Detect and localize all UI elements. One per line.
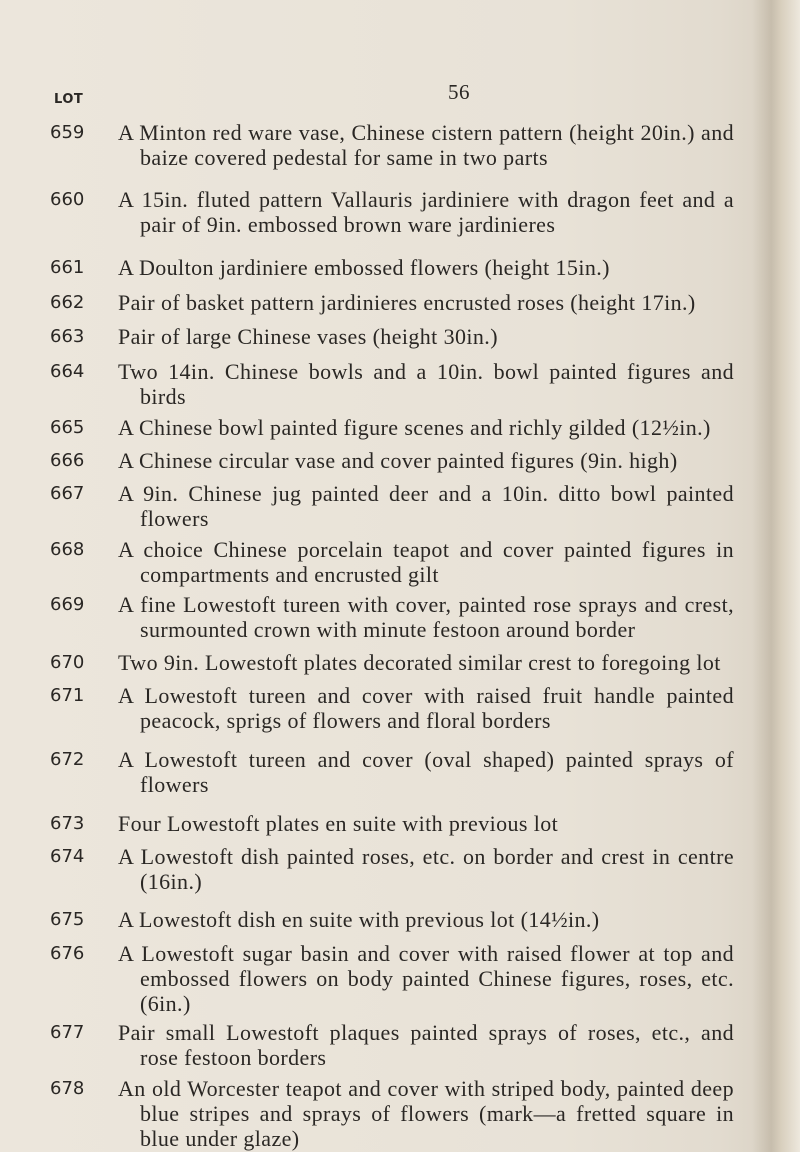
lot-description: Two 14in. Chinese bowls and a 10in. bowl painted figures and birds — [118, 359, 734, 410]
lot-description: A Lowestoft sugar basin and cover with raised flower at top and embossed flowers on body painted Chinese figures, roses, etc. (6in.) — [118, 940, 734, 1016]
lot-number: 674 — [50, 846, 85, 868]
lot-number: 664 — [50, 361, 85, 383]
lot-description: An old Worcester teapot and cover with striped body, painted deep blue stripes and sprays of flowers (mark—a fretted square in blue under glaze) — [118, 1076, 734, 1152]
lot-description: A Lowestoft dish en suite with previous lot (14½in.) — [118, 907, 600, 933]
lot-description: A Lowestoft dish painted roses, etc. on border and crest in centre (16in.) — [118, 844, 734, 895]
lot-number: 668 — [50, 538, 85, 560]
lot-description: A Lowestoft tureen and cover with raised fruit handle painted peacock, sprigs of flowers and floral borders — [118, 682, 734, 733]
lot-description: Pair of large Chinese vases (height 30in.) — [118, 324, 498, 350]
page-edge-shadow — [752, 0, 800, 1152]
lot-description: Pair of basket pattern jardinieres encrusted roses (height 17in.) — [118, 289, 696, 315]
lot-description: Pair small Lowestoft plaques painted sprays of roses, etc., and rose festoon borders — [118, 1020, 734, 1071]
lot-number: 670 — [50, 652, 85, 674]
lot-description: A 15in. fluted pattern Vallauris jardiniere with dragon feet and a pair of 9in. embossed brown ware jardinieres — [118, 187, 734, 238]
lot-description: Two 9in. Lowestoft plates decorated similar crest to foregoing lot — [118, 650, 721, 676]
lot-number: 675 — [50, 909, 85, 931]
lot-number: 678 — [50, 1078, 85, 1100]
lot-number: 672 — [50, 749, 85, 771]
lot-number: 662 — [50, 291, 85, 313]
lot-number: 673 — [50, 813, 85, 835]
lot-number: 660 — [50, 189, 85, 211]
lot-description: A 9in. Chinese jug painted deer and a 10in. ditto bowl painted flowers — [118, 480, 734, 531]
lot-number: 665 — [50, 417, 85, 439]
lot-column-header: LOT — [54, 92, 84, 107]
lot-number: 669 — [50, 594, 85, 616]
lot-description: A Chinese circular vase and cover painted figures (9in. high) — [118, 448, 678, 474]
lot-description: A Doulton jardiniere embossed flowers (height 15in.) — [118, 255, 610, 281]
lot-description: A Chinese bowl painted figure scenes and richly gilded (12½in.) — [118, 415, 711, 441]
lot-number: 663 — [50, 326, 85, 348]
lot-number: 671 — [50, 684, 85, 706]
lot-number: 659 — [50, 122, 85, 143]
lot-description: A Lowestoft tureen and cover (oval shaped) painted sprays of flowers — [118, 747, 734, 798]
lot-number: 666 — [50, 450, 85, 472]
lot-number: 667 — [50, 482, 85, 504]
page-number: 56 — [448, 80, 470, 104]
lot-description: A fine Lowestoft tureen with cover, painted rose sprays and crest, surmounted crown with minute festoon around border — [118, 592, 734, 643]
lot-number: 676 — [50, 942, 85, 964]
lot-description: A choice Chinese porcelain teapot and cover painted figures in compartments and encrusted gilt — [118, 536, 734, 587]
lot-description: Four Lowestoft plates en suite with previous lot — [118, 811, 559, 837]
lot-description: A Minton red ware vase, Chinese cistern pattern (height 20in.) and baize covered pedestal for same in two parts — [118, 120, 734, 170]
lot-number: 677 — [50, 1022, 85, 1044]
lot-number: 661 — [50, 257, 85, 279]
